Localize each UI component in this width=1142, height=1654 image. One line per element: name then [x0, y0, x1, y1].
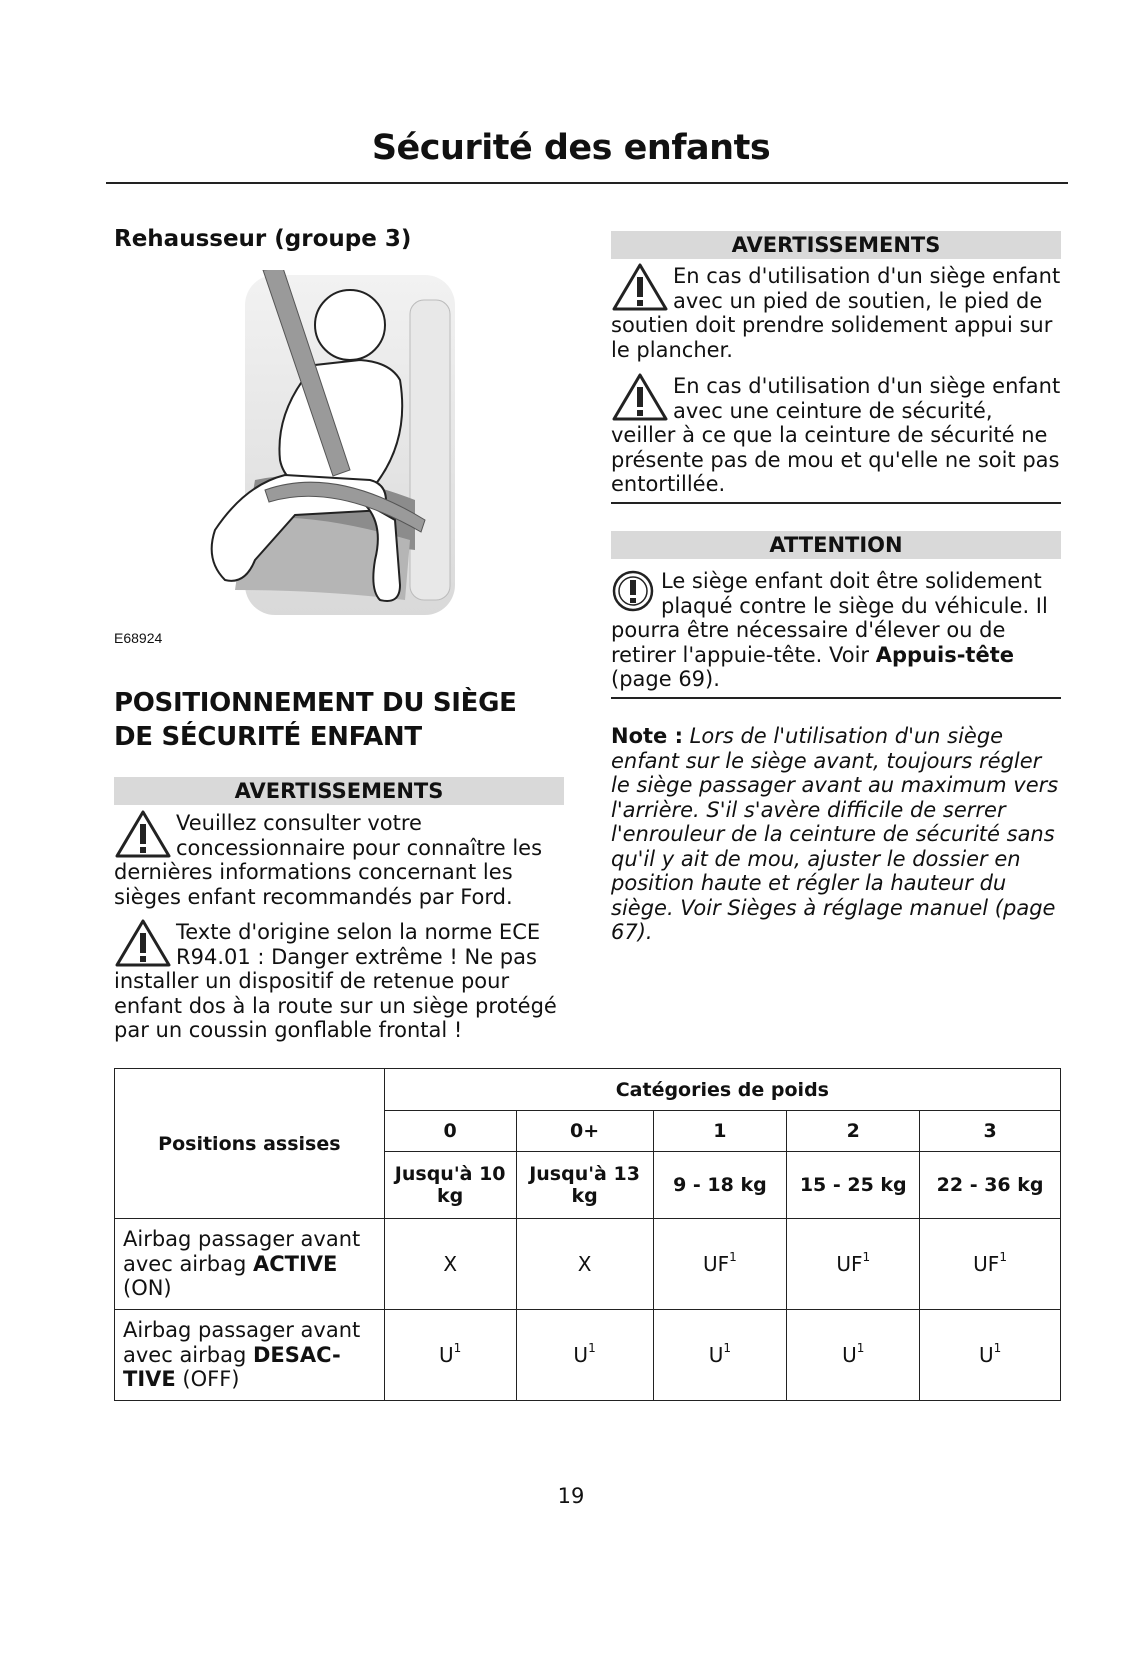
- headrests-link[interactable]: Appuis-tête: [875, 642, 1014, 667]
- warning-block-left-1: [114, 811, 566, 909]
- figure-code: E68924: [114, 630, 163, 646]
- table-cell: X: [384, 1219, 516, 1310]
- categories-header: Catégories de poids: [384, 1069, 1060, 1111]
- group-header: 3: [920, 1111, 1061, 1152]
- table-cell: $U^1$: [516, 1310, 653, 1401]
- positions-header: Positions assises: [115, 1069, 385, 1219]
- row-label: Airbag passager avant avec airbag DESAC-TIVE (OFF): [115, 1310, 385, 1401]
- group-header: 2: [787, 1111, 920, 1152]
- divider: [611, 502, 1061, 504]
- divider: [611, 697, 1061, 699]
- warning-triangle-icon: [114, 809, 172, 859]
- warning-text: En cas d'utilisation d'un siège enfant avec une ceinture de sécurité, veiller à ce que la ceinture de sécurité ne présente pas de mou et qu'elle ne soit pas entortillée.: [611, 374, 1061, 496]
- table-cell: $U^1$: [384, 1310, 516, 1401]
- row-label: Airbag passager avant avec airbag ACTIVE (ON): [115, 1219, 385, 1310]
- note-label: Note :: [611, 724, 683, 748]
- note-text: Lors de l'utilisation d'un siège enfant sur le siège avant, toujours régler le siège passager avant au maximum vers l'arrière. S'il s'avère difficile de serrer l'enrouleur de la ceinture de sécurité sans qu'il y ait de mou, ajuster le dossier en position haute et régler la hauteur du siège. Voir Sièges à réglage manuel (page 67).: [611, 724, 1059, 944]
- group-header: 0: [384, 1111, 516, 1152]
- attention-text: Le siège enfant doit être solidement plaqué contre le siège du véhicule. Il pourra être nécessaire d'élever ou de retirer l'appuie-tête. Voir: [611, 569, 1048, 667]
- group-header: 1: [653, 1111, 787, 1152]
- weight-header: 15 - 25 kg: [787, 1152, 920, 1219]
- note-block: [611, 724, 1063, 945]
- table-cell: $U^1$: [653, 1310, 787, 1401]
- weight-header: Jusqu'à 10 kg: [384, 1152, 516, 1219]
- table-cell: $U^1$: [787, 1310, 920, 1401]
- booster-heading: Rehausseur (groupe 3): [114, 226, 412, 252]
- attention-bar: ATTENTION: [611, 531, 1061, 559]
- warning-block-right-1: [611, 264, 1063, 362]
- page-title: Sécurité des enfants: [371, 128, 771, 168]
- table-cell: $UF^1$: [787, 1219, 920, 1310]
- weight-header: 22 - 36 kg: [920, 1152, 1061, 1219]
- group-header: 0+: [516, 1111, 653, 1152]
- table-row: [115, 1219, 1061, 1310]
- warning-text: Texte d'origine selon la norme ECE R94.01 : Danger extrême ! Ne pas installer un dispositif de retenue pour enfant dos à la route sur un siège protégé par un coussin gonflable frontal !: [114, 920, 557, 1042]
- attention-block: [611, 569, 1063, 692]
- table-cell: $U^1$: [920, 1310, 1061, 1401]
- table-cell: X: [516, 1219, 653, 1310]
- warning-block-right-2: [611, 374, 1063, 497]
- weight-header: 9 - 18 kg: [653, 1152, 787, 1219]
- warning-triangle-icon: [611, 372, 669, 422]
- weight-category-table: [114, 1068, 1061, 1401]
- table-cell: $UF^1$: [920, 1219, 1061, 1310]
- exclamation-circle-icon: [611, 569, 655, 613]
- warning-triangle-icon: [114, 918, 172, 968]
- warning-text: Veuillez consulter votre concessionnaire pour connaître les dernières informations concernant les sièges enfant recommandés par Ford.: [114, 811, 543, 909]
- header-rule: [106, 182, 1068, 184]
- section-heading: POSITIONNEMENT DU SIÈGE DE SÉCURITÉ ENFANT: [114, 688, 517, 752]
- warning-triangle-icon: [611, 262, 669, 312]
- table-row: [115, 1310, 1061, 1401]
- table-cell: $UF^1$: [653, 1219, 787, 1310]
- attention-text-page: (page 69).: [611, 667, 720, 691]
- page-number: 19: [557, 1484, 585, 1508]
- warnings-bar-right: AVERTISSEMENTS: [611, 231, 1061, 259]
- weight-header: Jusqu'à 13 kg: [516, 1152, 653, 1219]
- booster-seat-illustration: [185, 270, 460, 640]
- warning-block-left-2: [114, 920, 566, 1043]
- warning-text: En cas d'utilisation d'un siège enfant avec un pied de soutien, le pied de soutien doit prendre solidement appui sur le plancher.: [611, 264, 1061, 362]
- warnings-bar-left: AVERTISSEMENTS: [114, 777, 564, 805]
